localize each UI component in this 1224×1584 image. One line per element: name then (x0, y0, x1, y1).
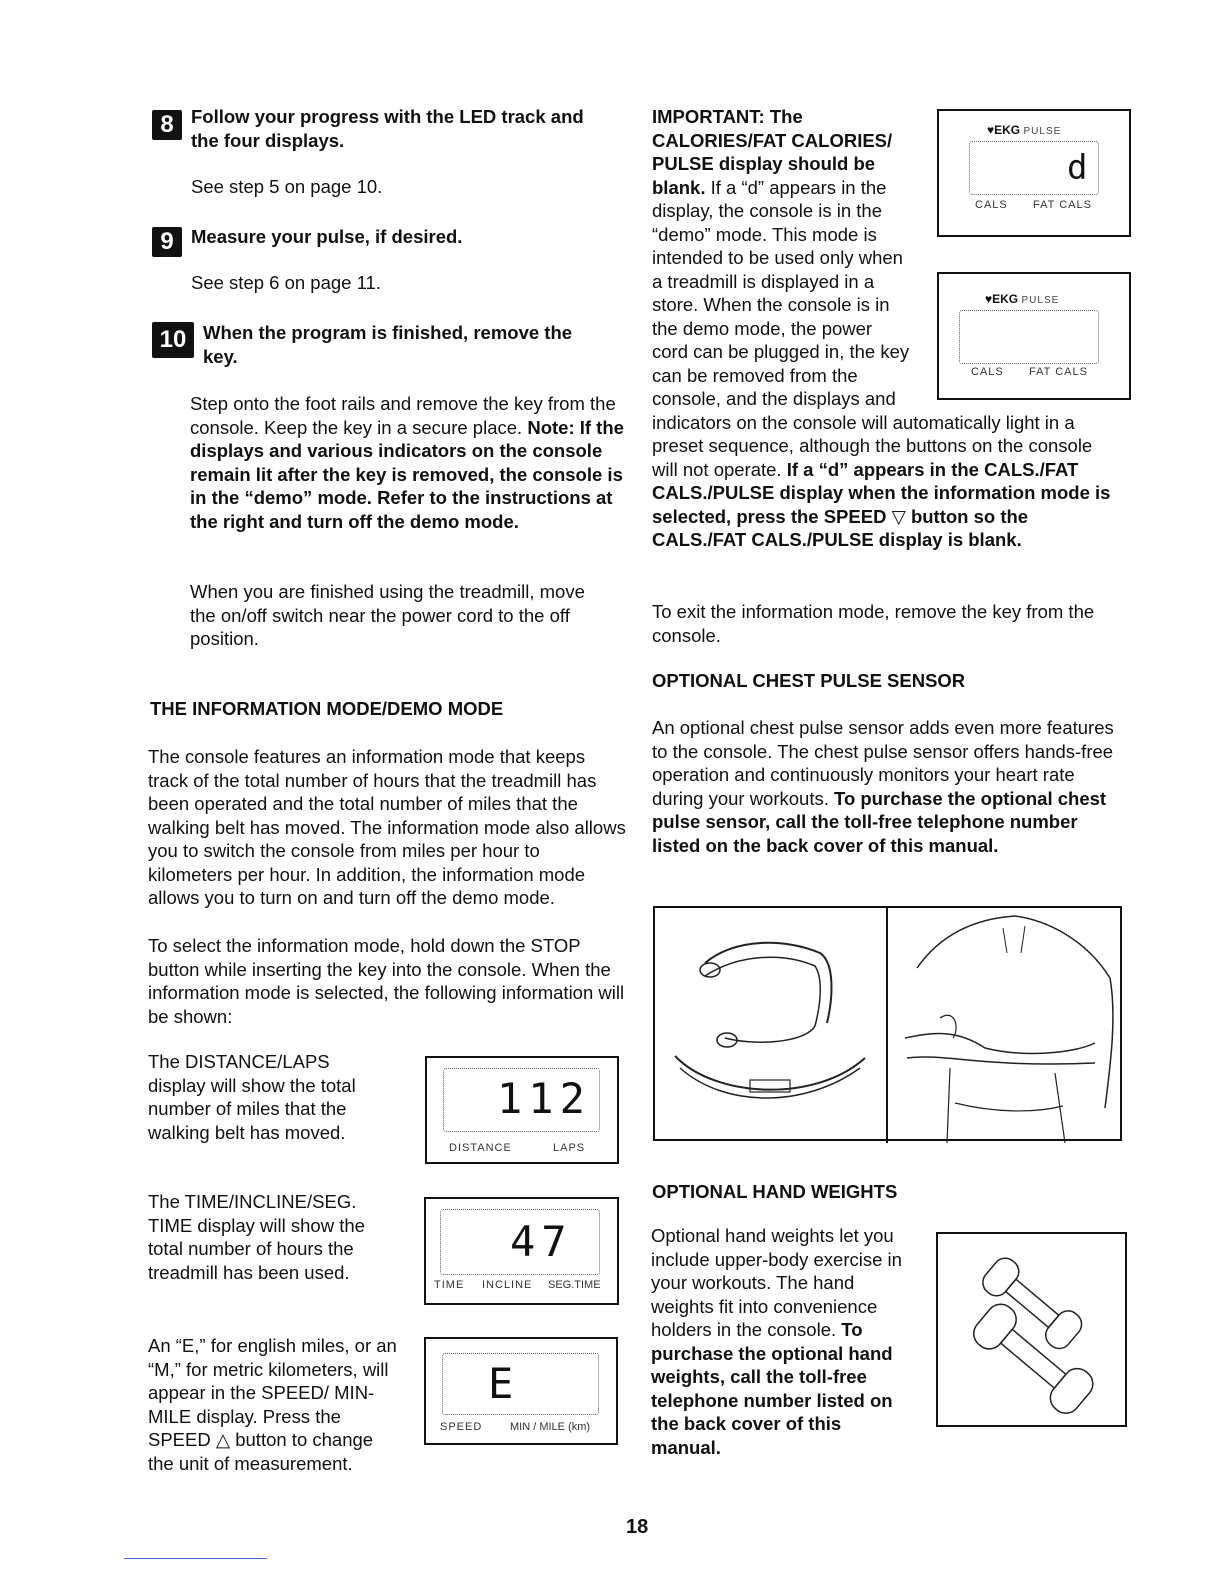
chest-purchase: To purchase the optional chest pulse sensor, call the toll-free telephone number listed on the back cover of this manual. (652, 787, 1107, 856)
step-number-badge: 8 (152, 110, 182, 140)
pulse-text: PULSE (1023, 126, 1062, 137)
ekg-text: ♥EKG (987, 123, 1021, 137)
cals-label: CALS (975, 199, 1008, 211)
cals-label: CALS (971, 366, 1004, 378)
chest-strap-drawing (655, 908, 1124, 1143)
distance-text: The DISTANCE/LAPS display will show the total number of miles that the walking belt has moved. (148, 1051, 356, 1143)
fat-cals-label: FAT CALS (1033, 199, 1092, 211)
weights-body: Optional hand weights let you include upper-body exercise in your workouts. The hand weights fit into convenience holders in the console. (651, 1225, 902, 1340)
info-mode-para-2: To select the information mode, hold down the STOP button while inserting the key into the console. When the information mode is selected, the following information will be shown: (148, 935, 625, 1027)
info-mode-heading: THE INFORMATION MODE/DEMO MODE (150, 698, 504, 719)
speed-label: SPEED (440, 1421, 483, 1433)
lcd-screen (959, 310, 1099, 364)
speed-display (424, 1337, 618, 1445)
distance-label: DISTANCE (449, 1142, 512, 1154)
incline-label: INCLINE (482, 1279, 533, 1291)
dumbbells-drawing (938, 1234, 1129, 1429)
pulse-text: PULSE (1021, 295, 1060, 306)
min-mile-label: MIN / MILE (km) (510, 1421, 591, 1433)
chest-heading: OPTIONAL CHEST PULSE SENSOR (652, 670, 966, 691)
cals-demo-display (937, 109, 1131, 237)
seg-time-label: SEG.TIME (548, 1279, 601, 1291)
weights-text (651, 1224, 906, 1459)
step-9-body: See step 6 on page 11. (191, 272, 381, 293)
weights-purchase: To purchase the optional hand weights, call the toll-free telephone number listed on the back cover of this manual. (651, 1319, 893, 1458)
step-8-body: See step 5 on page 10. (191, 176, 383, 197)
ekg-label (987, 123, 1061, 139)
step-8-title: Follow your progress with the LED track and the four displays. (191, 106, 584, 151)
step-9-title: Measure your pulse, if desired. (191, 226, 463, 247)
time-label: TIME (434, 1279, 465, 1291)
speed-text: An “E,” for english miles, or an “M,” for metric kilometers, will appear in the SPEED/ MIN-MILE display. Press the SPEED △ button to change the unit of measurement. (148, 1335, 397, 1474)
step-10-title: When the program is finished, remove the key. (203, 322, 573, 367)
weights-heading: OPTIONAL HAND WEIGHTS (652, 1181, 898, 1202)
laps-label: LAPS (553, 1142, 586, 1154)
cals-blank-display (937, 272, 1131, 400)
hand-weights-illustration (936, 1232, 1127, 1427)
page-number: 18 (626, 1516, 649, 1538)
step-10-body-2: When you are finished using the treadmill, move the on/off switch near the power cord to the off position. (190, 581, 585, 649)
chest-text (652, 716, 1120, 857)
exit-info-text: To exit the information mode, remove the key from the console. (652, 601, 1095, 646)
step-10-body-text: Step onto the foot rails and remove the key from the console. Keep the key in a secure place. (190, 393, 616, 438)
distance-laps-display (425, 1056, 619, 1164)
footer-rule (124, 1558, 267, 1559)
time-incline-display (424, 1197, 619, 1305)
speed-value: E (488, 1359, 520, 1408)
lcd-screen (442, 1353, 599, 1415)
step-10-note: Note: If the displays and various indicators on the console remain lit after the key is removed, the console is in the “demo” mode. Refer to the instructions at the right and turn off the demo mode. (190, 416, 624, 532)
step-10-body (190, 392, 625, 533)
fat-cals-label: FAT CALS (1029, 366, 1088, 378)
step-number-badge: 9 (152, 227, 182, 257)
info-mode-para-1: The console features an information mode that keeps track of the total number of hours that the treadmill has been operated and the total number of miles that the walking belt has moved. The information mode also allows you to switch the console from miles per hour to kilometers per hour. In addition, the information mode allows you to turn on and turn off the demo mode. (148, 746, 626, 908)
distance-value: 112 (497, 1074, 591, 1123)
ekg-text: ♥EKG (985, 292, 1019, 306)
ekg-label (985, 292, 1059, 308)
step-number-badge: 10 (152, 322, 194, 358)
cals-value: d (1067, 148, 1094, 188)
important-tail: If a “d” appears in the CALS./FAT CALS./PULSE display when the information mode is selected, press the SPEED ▽ button so the CALS./FAT CALS./PULSE display is blank. (652, 458, 1111, 550)
chest-sensor-illustration (653, 906, 1122, 1141)
time-text: The TIME/INCLINE/SEG. TIME display will show the total number of hours the treadmill has been used. (148, 1191, 365, 1283)
important-lead: IMPORTANT: The CALORIES/FAT CALORIES/ PULSE display should be blank. (652, 106, 893, 198)
time-value: 47 (510, 1217, 573, 1266)
chest-body: An optional chest pulse sensor adds even more features to the console. The chest pulse sensor offers hands-free operation and continuously monitors your heart rate during your workouts. (652, 717, 1114, 809)
important-body: If a “d” appears in the display, the console is in the “demo” mode. This mode is intended to be used only when a treadmill is displayed in a store. When the console is in the demo mode, the power cord can be plugged in, the key can be removed from the console, and the displays and indicators on the console will automatically light in a preset sequence, although the buttons on the console will not operate. (652, 176, 1093, 480)
